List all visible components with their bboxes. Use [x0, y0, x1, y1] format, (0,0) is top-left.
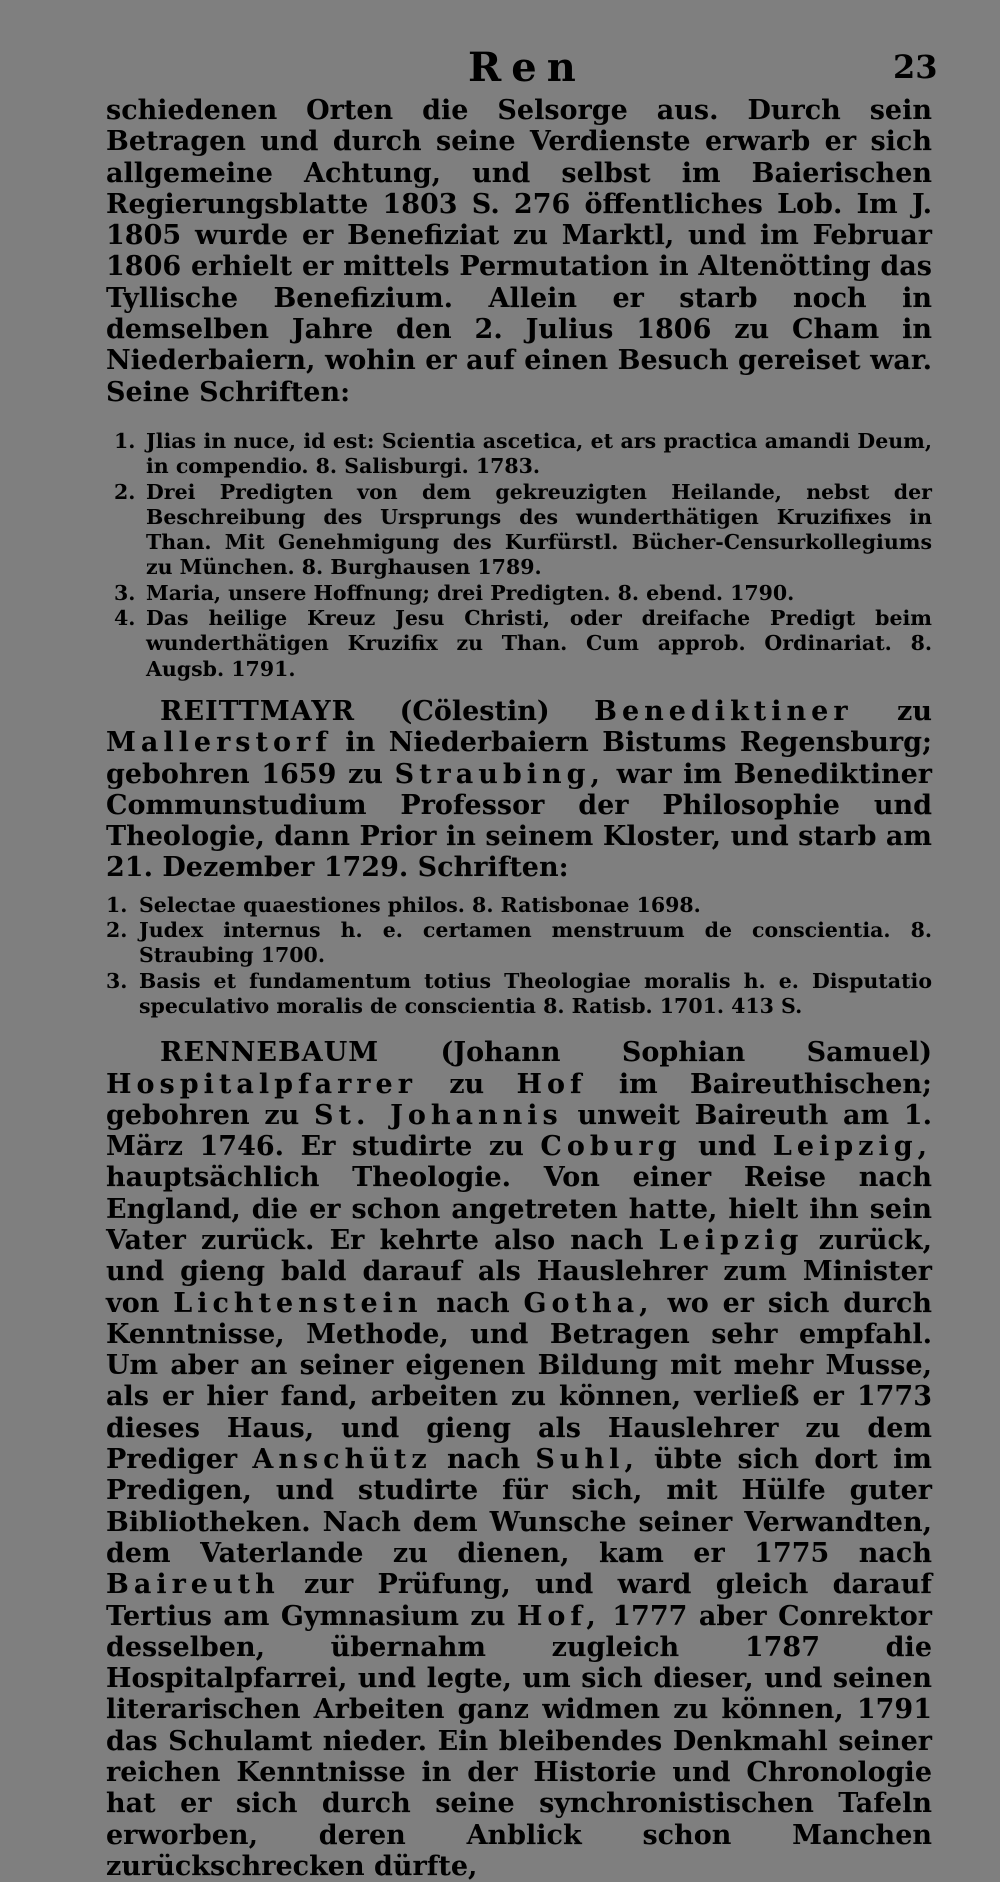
entry-title: Hospitalpfarrer	[106, 1068, 417, 1100]
entry-place: Hof,	[516, 1600, 601, 1632]
continuation-paragraph: schiedenen Orten die Selsorge aus. Durch sein Betragen und durch seine Verdienste erwarb er sich allgemeine Achtung, und selbst im Baierischen Regierungsblatte 1803 S. 276 öffentliches Lob. Im J. 1805 wurde er Benefiziat zu Marktl, und im Februar 1806 erhielt er mittels Permutation in Altenötting das Tyllische Benefizium. Allein er starb noch in demselben Jahre den 2. Julius 1806 zu Cham in Niederbaiern, wohin er auf einen Besuch gereiset war. Seine Schriften:	[106, 95, 932, 408]
entry-place: Gotha,	[523, 1287, 654, 1319]
entry-person: Lichtenstein	[173, 1287, 423, 1319]
entry-order: Benediktiner	[594, 695, 853, 727]
entry-place: Leipzig	[658, 1224, 804, 1256]
works-list-reisinger	[106, 429, 932, 682]
list-item	[106, 581, 932, 606]
item-number: 3.	[114, 580, 136, 605]
item-text: Selectae quaestiones philos. 8. Ratisbonae 1698.	[139, 892, 701, 917]
entry-text: unweit Baireuth am 1. März 1746. Er studirte zu	[106, 1099, 932, 1163]
entry-text: zur Prüfung, und ward gleich darauf Tertius am Gymnasium zu	[106, 1569, 932, 1632]
list-item	[106, 429, 932, 480]
entry-place: Mallerstorf	[106, 727, 332, 759]
entry-text: zu	[449, 1068, 485, 1100]
item-text: Basis et fundamentum totius Theologiae moralis h. e. Disputatio speculativo moralis de conscientia 8. Ratisb. 1701. 413 S.	[139, 968, 932, 1018]
item-number: 1.	[106, 892, 128, 917]
running-head: Ren	[468, 44, 586, 91]
text-column	[106, 95, 932, 1882]
entry-rennebaum	[106, 1037, 932, 1882]
item-text: Maria, unsere Hoffnung; drei Predigten. 8. ebend. 1790.	[146, 580, 795, 605]
entry-place: Suhl,	[535, 1444, 639, 1476]
list-item	[106, 893, 932, 918]
works-list-reittmayr	[106, 893, 932, 1019]
list-item	[106, 480, 932, 581]
entry-text: war im Benediktiner Communstudium Professor der Philosophie und Theologie, dann Prior in seinem Kloster, und starb am 21. Dezember 1729. Schriften:	[106, 758, 933, 884]
item-number: 4.	[114, 606, 136, 631]
entry-text: 1777 aber Conrektor desselben, übernahm zugleich 1787 die Hospitalpfarrei, und legte, um sich dieser, und seinen literarischen Arbeiten ganz widmen zu können, 1791 das Schulamt nieder. Ein bleibendes Denkmahl seiner reichen Kenntnisse in der Historie und Chronologie hat er sich durch seine synchronistischen Tafeln erworben, deren Anblick schon Manchen zurückschrecken dürfte,	[106, 1600, 933, 1882]
entry-text: zu	[897, 695, 933, 727]
entry-place: Coburg	[540, 1131, 682, 1163]
entry-place: Leipzig,	[772, 1131, 933, 1163]
entry-text: wo er sich durch Kenntnisse, Methode, und Betragen sehr empfahl. Um aber an seiner eigenen Bildung mit mehr Musse, als er hier fand, arbeiten zu können, verließ er 1773 dieses Haus, und gieng als Hauslehrer zu dem Prediger	[106, 1287, 933, 1476]
entry-text: nach	[446, 1444, 521, 1476]
entry-name: REITTMAYR	[160, 695, 356, 727]
item-text: Judex internus h. e. certamen menstruum de conscientia. 8. Straubing 1700.	[139, 918, 932, 968]
page-header	[0, 44, 1000, 91]
item-text: Jlias in nuce, id est: Scientia ascetica, et ars practica amandi Deum, in compendio. 8. Salisburgi. 1783.	[146, 428, 932, 479]
item-text: Das heilige Kreuz Jesu Christi, oder dreifache Predigt beim wunderthätigen Kruzifix zu Than. Cum approb. Ordinariat. 8. Augsb. 1791.	[146, 606, 932, 681]
list-item	[106, 969, 932, 1020]
entry-given-name: (Johann Sophian Samuel)	[440, 1037, 932, 1069]
entry-name: RENNEBAUM	[160, 1037, 380, 1069]
entry-text: im Baireuthischen; gebohren zu	[106, 1068, 932, 1131]
item-number: 2.	[106, 918, 128, 943]
item-number: 2.	[114, 479, 136, 504]
list-item	[106, 606, 932, 682]
item-number: 3.	[106, 968, 128, 993]
entry-text: in Niederbaiern Bistums Regensburg; gebohren 1659 zu	[106, 727, 932, 790]
entry-place: Baireuth	[106, 1569, 280, 1601]
entry-person: Anschütz	[252, 1444, 432, 1476]
list-item	[106, 918, 932, 969]
item-text: Drei Predigten von dem gekreuzigten Heilande, nebst der Beschreibung des Ursprungs des wunderthätigen Kruzifixes in Than. Mit Genehmigung des Kurfürstl. Bücher-Censurkollegiums zu München. 8. Burghausen 1789.	[146, 479, 932, 580]
entry-text: hauptsächlich Theologie. Von einer Reise nach England, die er schon angetreten hatte, hielt ihn sein Vater zurück. Er kehrte also nach	[106, 1162, 932, 1256]
entry-given-name: (Cölestin)	[399, 695, 550, 727]
page-number: 23	[893, 48, 938, 86]
entry-text: nach	[436, 1287, 510, 1319]
entry-text: zurück, und gieng bald darauf als Hauslehrer zum Minister von	[106, 1224, 932, 1319]
entry-place: Hof	[516, 1068, 587, 1100]
entry-birthplace: St. Johannis	[314, 1099, 563, 1131]
entry-text: übte sich dort im Predigen, und studirte für sich, mit Hülfe guter Bibliotheken. Nach dem Wunsche seiner Verwandten, dem Vaterlande zu dienen, kam er 1775 nach	[106, 1444, 932, 1569]
entry-birthplace: Straubing,	[394, 758, 605, 790]
entry-text: und	[698, 1131, 757, 1163]
item-number: 1.	[114, 428, 136, 453]
entry-reittmayr	[106, 696, 932, 884]
